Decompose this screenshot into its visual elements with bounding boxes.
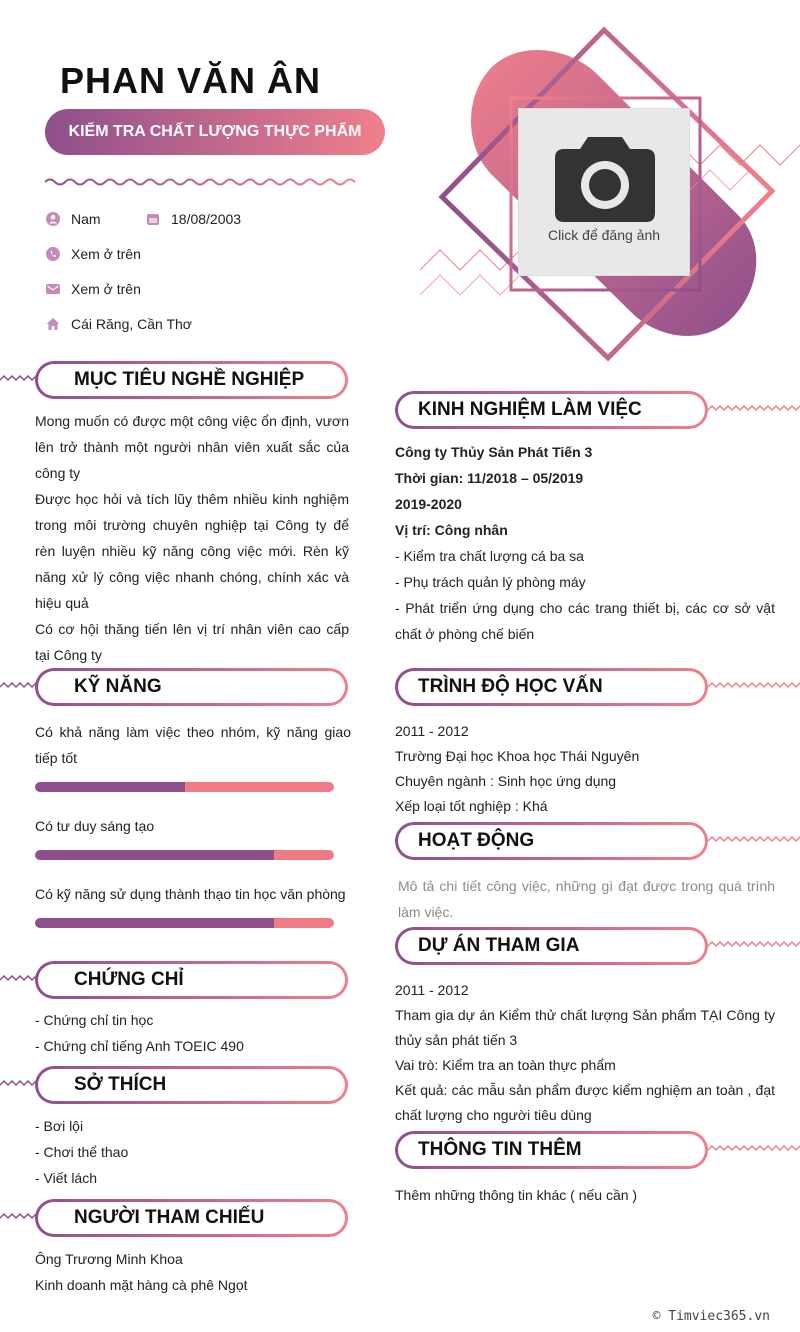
person-icon bbox=[46, 212, 60, 226]
section-title: DỰ ÁN THAM GIA bbox=[418, 935, 580, 956]
experience-years: 2019-2020 bbox=[395, 496, 462, 512]
dob-value: 18/08/2003 bbox=[171, 211, 242, 227]
email-row bbox=[46, 281, 141, 297]
section-wave bbox=[708, 679, 800, 695]
section-projects-header bbox=[395, 927, 708, 965]
section-title: NGƯỜI THAM CHIẾU bbox=[74, 1207, 265, 1228]
experience-position: Vị trí: Công nhân bbox=[395, 522, 508, 538]
section-title: KINH NGHIỆM LÀM VIỆC bbox=[418, 399, 642, 420]
hobbies-list bbox=[35, 1113, 349, 1191]
skill-label: Có tư duy sáng tạo bbox=[35, 818, 155, 834]
objective-line: Có cơ hội thăng tiến lên vị trí nhân viên cao cấp tại Công ty bbox=[35, 621, 349, 663]
project-line: Kết quả: các mẫu sản phẩm được kiểm nghiệm an toàn , đạt chất lượng cho người tiêu dùng bbox=[395, 1082, 775, 1123]
phone-icon bbox=[46, 247, 60, 261]
section-title: TRÌNH ĐỘ HỌC VẤN bbox=[418, 676, 603, 697]
skill-label: Có kỹ năng sử dụng thành thạo tin học văn phòng bbox=[35, 886, 346, 902]
section-wave bbox=[0, 1210, 40, 1226]
section-wave bbox=[0, 1077, 40, 1093]
section-title: CHỨNG CHỈ bbox=[74, 969, 184, 990]
education-line: Trường Đại học Khoa học Thái Nguyên bbox=[395, 748, 640, 764]
education-details bbox=[395, 719, 775, 819]
section-hobbies-header bbox=[35, 1066, 348, 1104]
section-education-header bbox=[395, 668, 708, 706]
skill-bar bbox=[35, 918, 334, 928]
project-line: Vai trò: Kiểm tra an toàn thực phẩm bbox=[395, 1057, 616, 1073]
skill-bar-fill bbox=[35, 850, 274, 860]
hobby-item: - Bơi lội bbox=[35, 1118, 84, 1134]
experience-details bbox=[395, 439, 775, 647]
hobby-item: - Chơi thể thao bbox=[35, 1144, 129, 1160]
references-list bbox=[35, 1246, 349, 1298]
section-wave bbox=[708, 938, 800, 954]
experience-duty: - Phát triển ứng dụng cho các trang thiết bị, các cơ sở vật chất ở phòng chế biến bbox=[395, 600, 775, 642]
section-skills-header bbox=[35, 668, 348, 706]
calendar-icon bbox=[146, 212, 160, 226]
candidate-name: PHAN VĂN ÂN bbox=[60, 60, 322, 101]
education-line: 2011 - 2012 bbox=[395, 723, 469, 739]
section-wave bbox=[708, 1142, 800, 1158]
experience-period: Thời gian: 11/2018 – 05/2019 bbox=[395, 470, 584, 486]
section-title: HOẠT ĐỘNG bbox=[418, 830, 535, 851]
certificates-list bbox=[35, 1007, 349, 1059]
section-experience-header bbox=[395, 391, 708, 429]
skill-label: Có khả năng làm việc theo nhóm, kỹ năng giao tiếp tốt bbox=[35, 724, 351, 766]
section-more-info-header bbox=[395, 1131, 708, 1169]
reference-item: Ông Trương Minh Khoa bbox=[35, 1251, 183, 1267]
phone-row bbox=[46, 246, 141, 262]
section-title: THÔNG TIN THÊM bbox=[418, 1139, 582, 1160]
skill-bar bbox=[35, 850, 334, 860]
footer-copyright: © Timviec365.vn bbox=[652, 1309, 770, 1324]
project-line: 2011 - 2012 bbox=[395, 982, 469, 998]
dob-row bbox=[146, 211, 241, 227]
section-title: MỤC TIÊU NGHỀ NGHIỆP bbox=[74, 369, 305, 390]
skill-bar bbox=[35, 782, 334, 792]
section-wave bbox=[0, 679, 40, 695]
skill-bar-fill bbox=[35, 918, 274, 928]
more-info-text: Thêm những thông tin khác ( nếu cần ) bbox=[395, 1187, 638, 1203]
skill-bar-fill bbox=[35, 782, 185, 792]
job-title: KIỂM TRA CHẤT LƯỢNG THỰC PHẨM bbox=[68, 123, 362, 140]
experience-duty: - Phụ trách quản lý phòng máy bbox=[395, 574, 586, 590]
gender-row bbox=[46, 211, 101, 227]
experience-duty: - Kiểm tra chất lượng cá ba sa bbox=[395, 548, 584, 564]
section-certificates-header bbox=[35, 961, 348, 999]
photo-upload-label: Click để đăng ảnh bbox=[547, 227, 661, 243]
mail-icon bbox=[46, 282, 60, 296]
education-line: Xếp loại tốt nghiệp : Khá bbox=[395, 798, 548, 814]
objective-line: Mong muốn có được một công việc ổn định, vươn lên trở thành một người nhân viên xuất sắc của công ty bbox=[35, 413, 349, 481]
section-objective-header bbox=[35, 361, 348, 399]
camera-icon bbox=[554, 133, 656, 223]
section-wave bbox=[0, 372, 40, 388]
section-wave bbox=[708, 402, 800, 418]
activities-description: Mô tả chi tiết công việc, những gì đạt được trong quá trình làm việc. bbox=[398, 878, 775, 920]
decorative-zigzag bbox=[45, 174, 360, 190]
certificate-item: - Chứng chỉ tin học bbox=[35, 1012, 154, 1028]
gender-value: Nam bbox=[71, 211, 101, 227]
hobby-item: - Viết lách bbox=[35, 1170, 97, 1186]
section-title: SỞ THÍCH bbox=[74, 1074, 167, 1095]
photo-upload[interactable] bbox=[518, 108, 690, 276]
projects-details bbox=[395, 978, 775, 1128]
phone-value: Xem ở trên bbox=[71, 246, 141, 262]
certificate-item: - Chứng chỉ tiếng Anh TOEIC 490 bbox=[35, 1038, 244, 1054]
section-wave bbox=[0, 972, 40, 988]
section-activities-header bbox=[395, 822, 708, 860]
section-references-header bbox=[35, 1199, 348, 1237]
home-icon bbox=[46, 317, 60, 331]
email-value: Xem ở trên bbox=[71, 281, 141, 297]
address-row bbox=[46, 316, 192, 332]
objective-line: Được học hỏi và tích lũy thêm nhiều kinh nghiệm trong môi trường chuyên nghiệp tại Công ty để rèn luyện nhiều kỹ năng công việc mới. Rèn kỹ năng xử lý công việc nhanh chóng, chính xác và hiệu quả bbox=[35, 491, 349, 611]
section-wave bbox=[708, 833, 800, 849]
objective-text bbox=[35, 408, 349, 668]
reference-item: Kinh doanh mặt hàng cà phê Ngọt bbox=[35, 1277, 248, 1293]
project-line: Tham gia dự án Kiểm thử chất lượng Sản phẩm TẠI Công ty thủy sản phát tiến 3 bbox=[395, 1007, 775, 1048]
section-title: KỸ NĂNG bbox=[74, 676, 162, 697]
job-title-badge bbox=[45, 109, 385, 155]
experience-company: Công ty Thủy Sản Phát Tiến 3 bbox=[395, 444, 593, 460]
education-line: Chuyên ngành : Sinh học ứng dụng bbox=[395, 773, 617, 789]
address-value: Cái Răng, Cần Thơ bbox=[71, 316, 192, 332]
